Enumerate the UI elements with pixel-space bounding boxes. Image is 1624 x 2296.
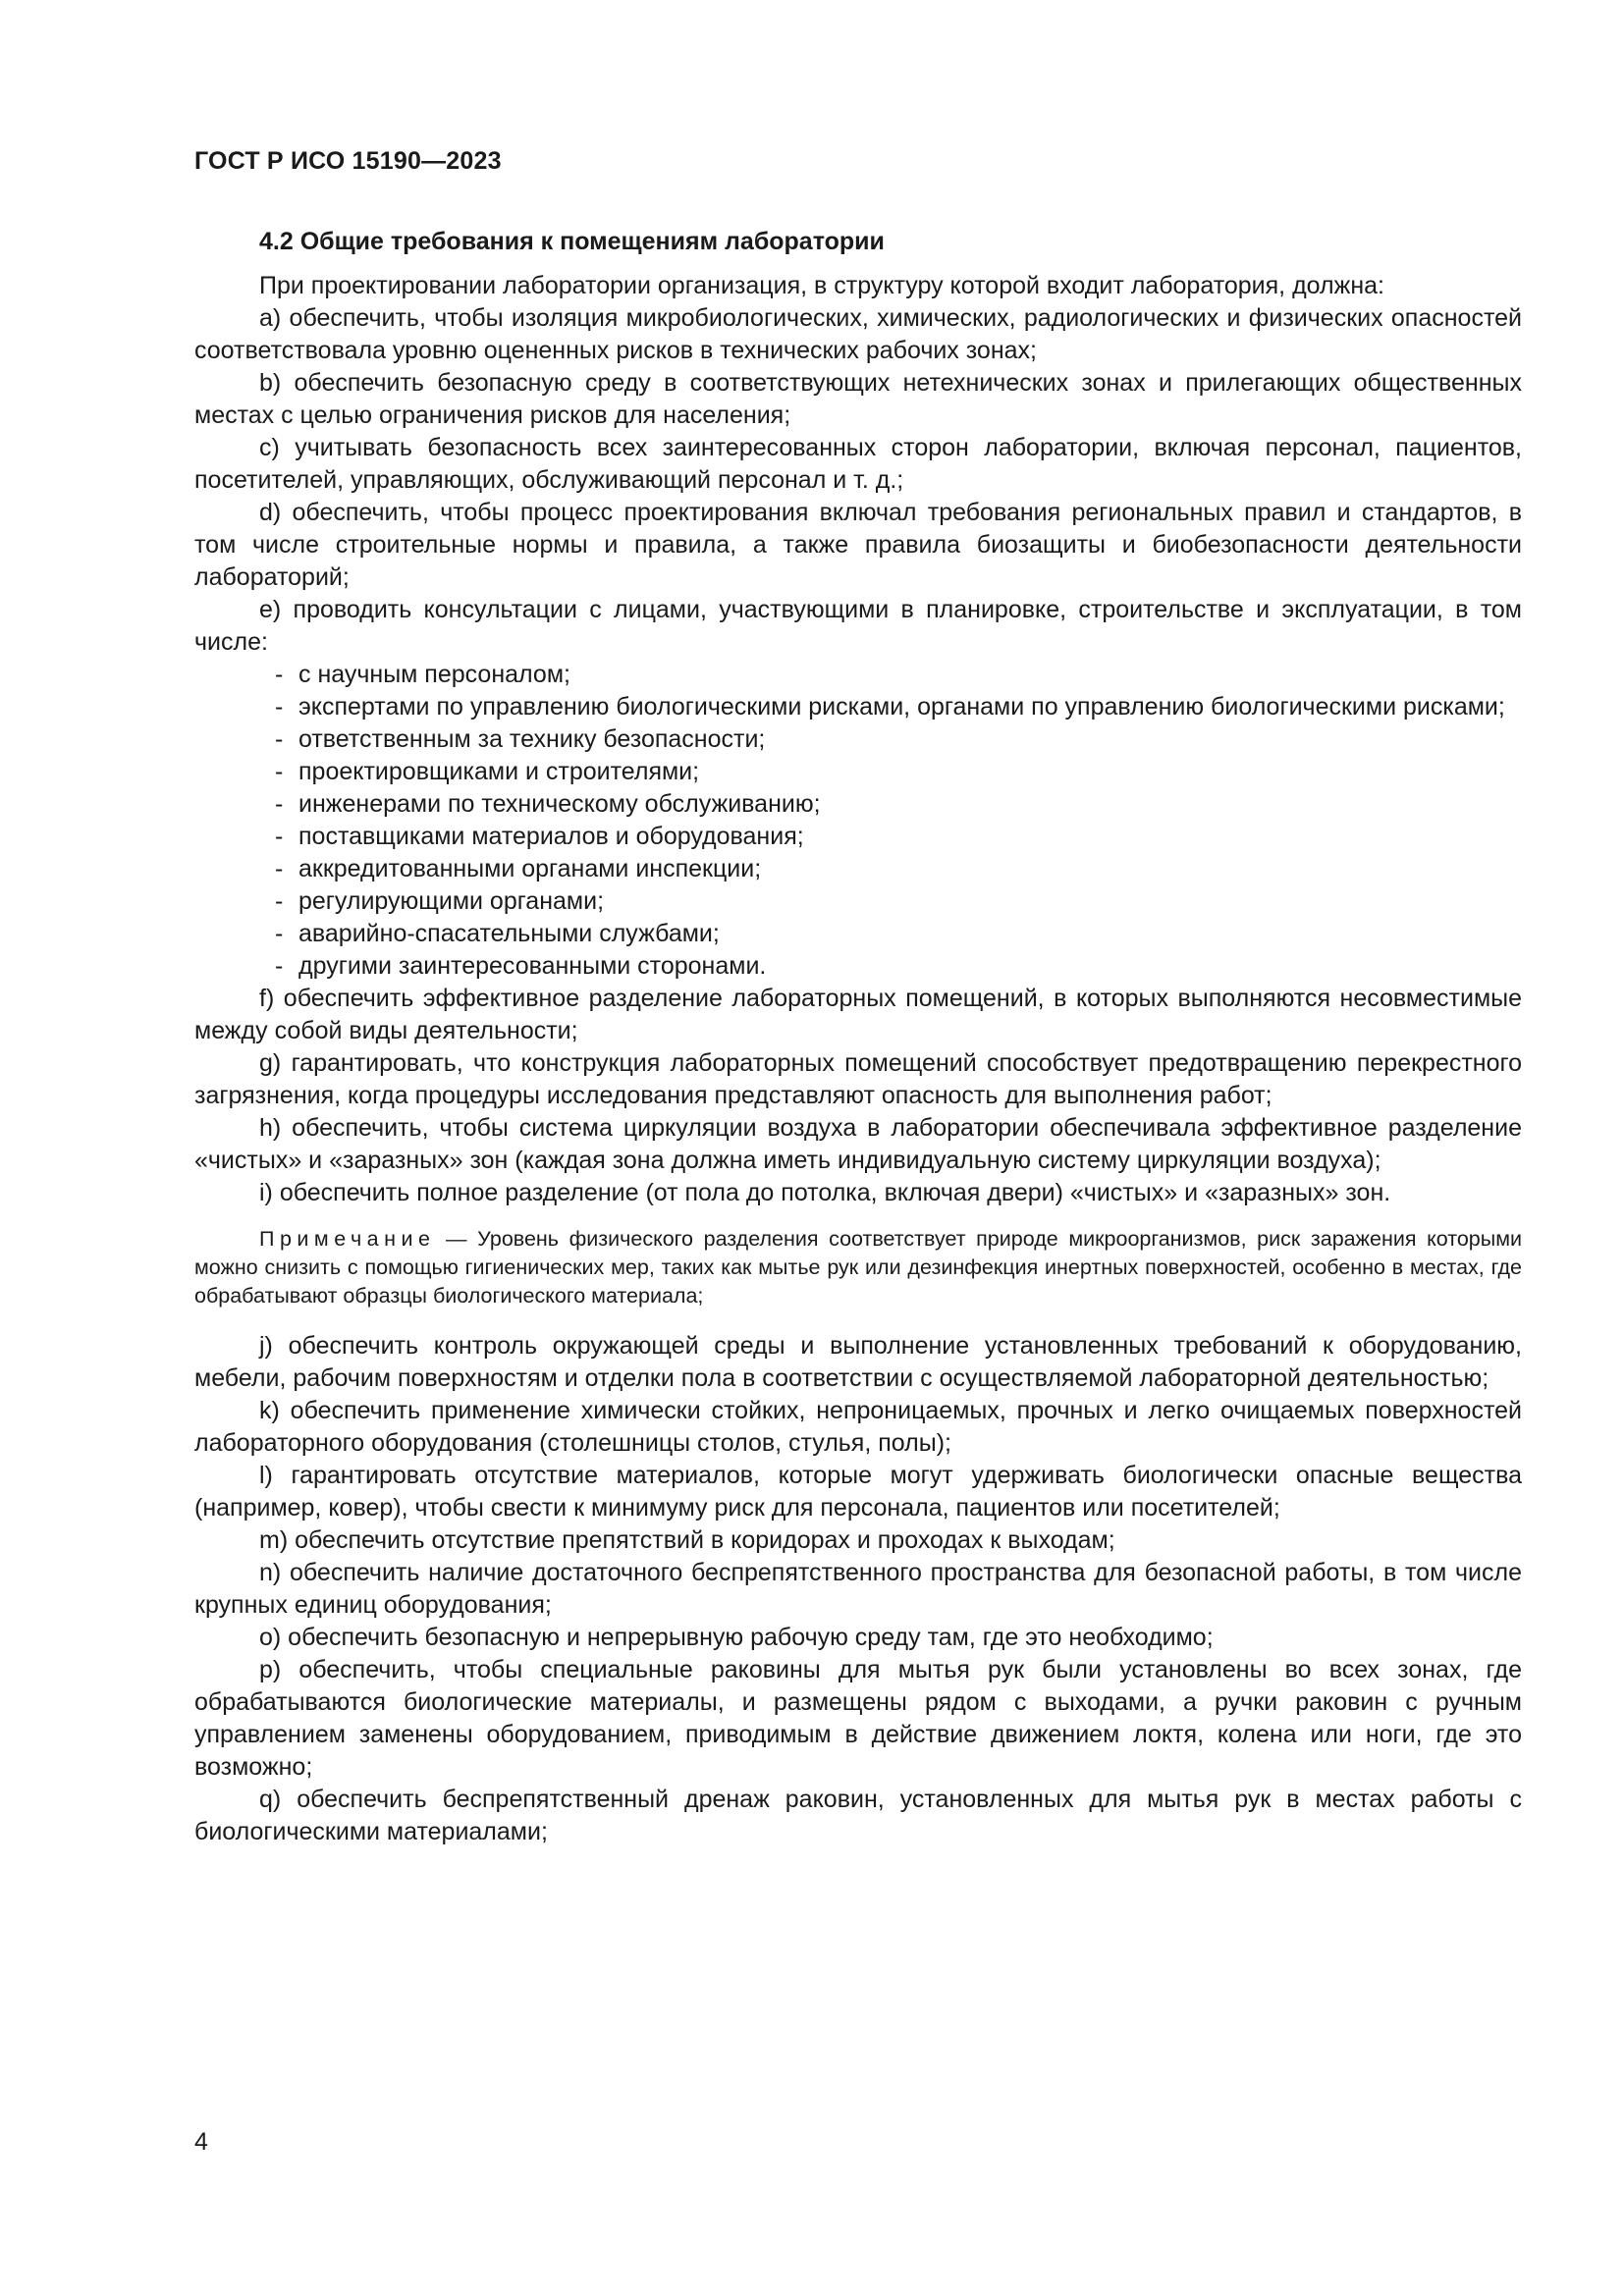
list-item-p: p) обеспечить, чтобы специальные раковины для мытья рук были установлены во всех зонах, где обрабатываются биологические материалы, и размещены рядом с выходами, а ручки раковин с ручным управлением заменены оборудованием, приводимым в действие движением локтя, колена или ноги, где это возможно; [194,1656,1522,1781]
consult-item: - с научным персоналом; [275,661,570,688]
note-paragraph [194,1225,1522,1310]
document-header: ГОСТ Р ИСО 15190—2023 [194,147,502,175]
list-item-q: q) обеспечить беспрепятственный дренаж раковин, установленных для мытья рук в местах работы с биологическими материалами; [194,1786,1522,1845]
consult-item: - проектировщиками и строителями; [275,758,700,785]
section-title: 4.2 Общие требования к помещениям лаборатории [259,228,885,255]
list-item-o: o) обеспечить безопасную и непрерывную рабочую среду там, где это необходимо; [259,1624,1214,1651]
consult-item: - другими заинтересованными сторонами. [275,952,767,980]
list-item-h: h) обеспечить, чтобы система циркуляции воздуха в лаборатории обеспечивала эффективное разделение «чистых» и «заразных» зон (каждая зона должна иметь индивидуальную систему циркуляции воздуха); [194,1114,1522,1174]
note-label: Примечание [259,1227,436,1251]
note-text: — Уровень физического разделения соответствует природе микроорганизмов, риск заражения которыми можно снизить с помощью гигиенических мер, таких как мытье рук или дезинфекция инертных поверхностей, особенно в местах, где обрабатывают образцы биологического материала; [194,1227,1522,1308]
consult-item: - аварийно-спасательными службами; [275,920,720,947]
list-item-i: i) обеспечить полное разделение (от пола до потолка, включая двери) «чистых» и «заразных» зон. [259,1179,1391,1206]
list-item-d: d) обеспечить, чтобы процесс проектирования включал требования региональных правил и стандартов, в том числе строительные нормы и правила, а также правила биозащиты и биобезопасности деятельности лабораторий; [194,499,1522,591]
list-item-k: k) обеспечить применение химически стойких, непроницаемых, прочных и легко очищаемых поверхностей лабораторного оборудования (столешницы столов, стулья, полы); [194,1397,1522,1457]
page-number: 4 [194,2128,208,2156]
consult-item: - аккредитованными органами инспекции; [275,855,762,882]
list-item-f: f) обеспечить эффективное разделение лабораторных помещений, в которых выполняются несовместимые между собой виды деятельности; [194,985,1522,1044]
document-body [194,226,1522,1848]
list-item-g: g) гарантировать, что конструкция лабораторных помещений способствует предотвращению перекрестного загрязнения, когда процедуры исследования представляют опасность для выполнения работ; [194,1049,1522,1109]
list-item-j: j) обеспечить контроль окружающей среды и выполнение установленных требований к оборудованию, мебели, рабочим поверхностям и отделки пола в соответствии с осуществляемой лабораторной деятельностью; [194,1332,1522,1392]
consult-item: - ответственным за технику безопасности; [275,725,766,753]
list-item-e: e) проводить консультации с лицами, участвующими в планировке, строительстве и эксплуатации, в том числе: [194,596,1522,656]
consult-item: - регулирующими органами; [275,887,605,915]
list-item-l: l) гарантировать отсутствие материалов, которые могут удерживать биологически опасные вещества (например, ковер), чтобы свести к минимуму риск для персонала, пациентов или посетителей; [194,1462,1522,1522]
consult-item: - экспертами по управлению биологическими рисками, органами по управлению биологическими рисками; [275,693,1505,721]
consultation-list [194,659,1522,983]
consult-item: - поставщиками материалов и оборудования; [275,823,804,850]
list-item-a: a) обеспечить, чтобы изоляция микробиологических, химических, радиологических и физических опасностей соответствовала уровню оцененных рисков в технических рабочих зонах; [194,304,1522,364]
list-item-n: n) обеспечить наличие достаточного беспрепятственного пространства для безопасной работы, в том числе крупных единиц оборудования; [194,1559,1522,1619]
list-item-c: c) учитывать безопасность всех заинтересованных сторон лаборатории, включая персонал, пациентов, посетителей, управляющих, обслуживающий персонал и т. д.; [194,434,1522,494]
list-item-m: m) обеспечить отсутствие препятствий в коридорах и проходах к выходам; [259,1526,1115,1554]
list-item-b: b) обеспечить безопасную среду в соответствующих нетехнических зонах и прилегающих общественных местах с целью ограничения рисков для населения; [194,369,1522,429]
intro-paragraph: При проектировании лаборатории организация, в структуру которой входит лаборатория, должна: [259,272,1384,299]
consult-item: - инженерами по техническому обслуживанию; [275,790,821,818]
